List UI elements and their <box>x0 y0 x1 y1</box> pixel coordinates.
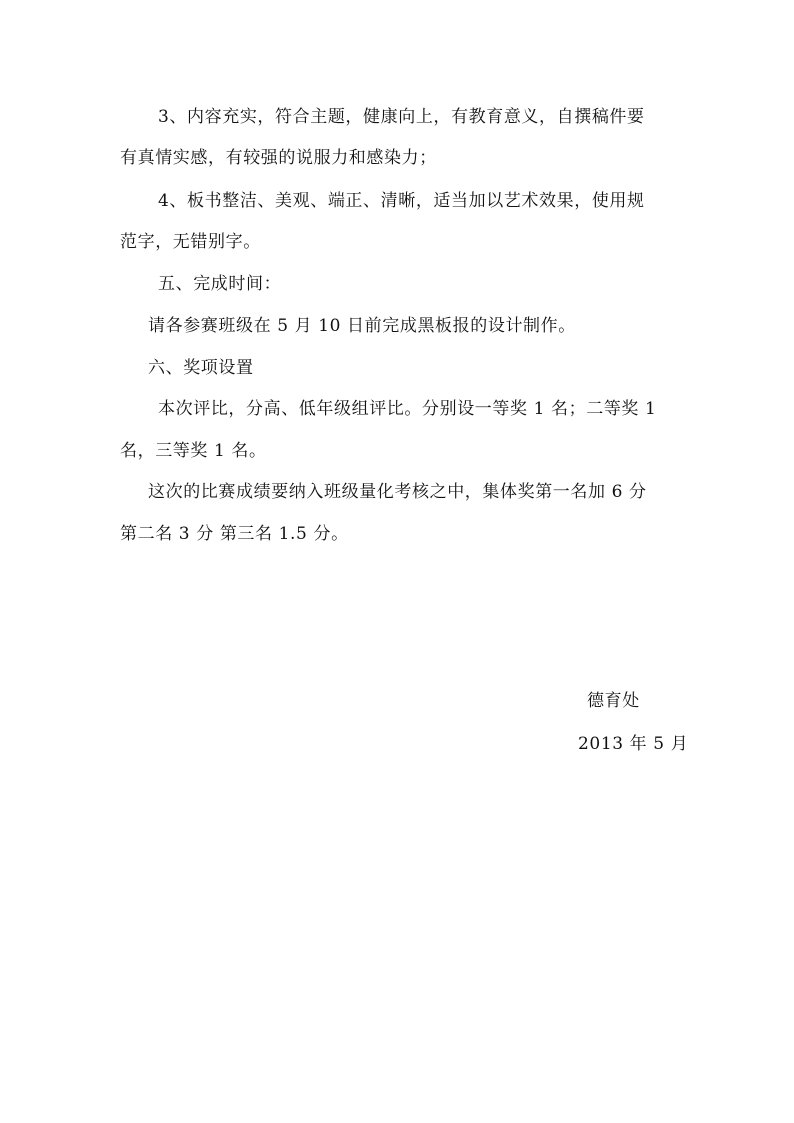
paragraph-line-4: 范字，无错别字。 <box>120 232 261 252</box>
signature-date: 2013 年 5 月 <box>578 734 689 754</box>
paragraph-line-11: 第二名 3 分 第三名 1.5 分。 <box>120 524 349 544</box>
paragraph-line-8: 本次评比，分高、低年级组评比。分别设一等奖 1 名；二等奖 1 <box>158 399 657 419</box>
signature-department: 德育处 <box>587 691 640 711</box>
paragraph-line-10: 这次的比赛成绩要纳入班级量化考核之中，集体奖第一名加 6 分 <box>148 482 647 502</box>
paragraph-line-9: 名，三等奖 1 名。 <box>120 441 267 461</box>
paragraph-line-6: 请各参赛班级在 5 月 10 日前完成黑板报的设计制作。 <box>148 316 576 336</box>
section-heading-completion-time: 五、完成时间： <box>158 274 282 294</box>
section-heading-awards: 六、奖项设置 <box>148 358 254 378</box>
paragraph-line-3: 4、板书整洁、美观、端正、清晰，适当加以艺术效果，使用规 <box>158 191 645 211</box>
paragraph-line-1: 3、内容充实，符合主题，健康向上，有教育意义，自撰稿件要 <box>158 107 645 127</box>
paragraph-line-2: 有真情实感，有较强的说服力和感染力； <box>120 148 437 168</box>
